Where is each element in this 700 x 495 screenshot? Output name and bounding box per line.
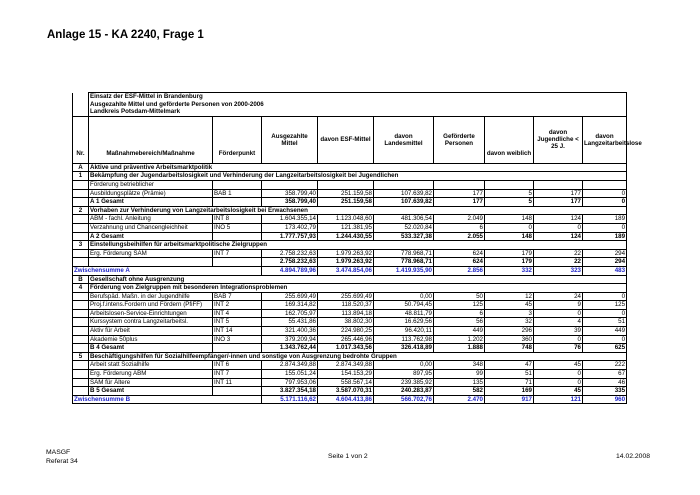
row-label: Zwischensumme B [73, 395, 262, 404]
value-cell: 45 [534, 361, 583, 370]
section-label: Aktive und präventive Arbeitsmarktpolitik [89, 163, 627, 172]
value-cell: 294 [583, 249, 627, 258]
value-cell: 4 [534, 318, 583, 327]
value-cell: 118.520,37 [318, 301, 374, 310]
value-cell: 0 [534, 370, 583, 379]
row-number [73, 198, 89, 207]
row-label: Aktiv für Arbeit [89, 327, 213, 336]
value-cell: 5 [485, 198, 534, 207]
value-cell [262, 180, 318, 189]
value-cell: 76 [534, 344, 583, 353]
total-row [73, 387, 627, 396]
value-cell: 177 [534, 189, 583, 198]
esf-table-container [72, 92, 642, 404]
value-cell: 323 [534, 266, 583, 275]
value-cell: 155.051,24 [262, 370, 318, 379]
row-number [73, 215, 89, 224]
value-cell: 48.811,79 [374, 309, 434, 318]
table-row [73, 318, 627, 327]
value-cell: 240.283,87 [374, 387, 434, 396]
value-cell: 294 [583, 258, 627, 267]
value-cell: 0 [534, 335, 583, 344]
table-row [73, 180, 627, 189]
value-cell: 148 [485, 215, 534, 224]
row-number [73, 189, 89, 198]
row-label: Kurssystem contra Langzeitarbeitsl. [89, 318, 213, 327]
value-cell: 326.418,89 [374, 344, 434, 353]
value-cell: 154.153,29 [318, 370, 374, 379]
value-cell [374, 180, 434, 189]
row-number [73, 249, 89, 258]
value-cell: 360 [485, 335, 534, 344]
value-cell: 2.874.349,88 [262, 361, 318, 370]
section-row [73, 352, 627, 361]
value-cell: 113.894,18 [318, 309, 374, 318]
value-cell: 5 [485, 189, 534, 198]
value-cell: 16.629,56 [374, 318, 434, 327]
value-cell: 179 [485, 258, 534, 267]
value-cell: 0 [583, 335, 627, 344]
value-cell: 1.343.762,44 [262, 344, 318, 353]
foerderpunkt-cell [213, 344, 262, 353]
section-row [73, 172, 627, 181]
value-cell: 1.777.757,93 [262, 232, 318, 241]
col-header-weiblich: davon weiblich [485, 116, 534, 163]
value-cell: 625 [583, 344, 627, 353]
value-cell: 177 [434, 198, 485, 207]
value-cell: 3.587.070,31 [318, 387, 374, 396]
row-number [73, 335, 89, 344]
value-cell: 179 [485, 249, 534, 258]
value-cell: 5.171.116,62 [262, 395, 318, 404]
value-cell: 239.385,92 [374, 378, 434, 387]
row-number [73, 378, 89, 387]
value-cell: 99 [434, 370, 485, 379]
table-row [73, 249, 627, 258]
value-cell: 121.381,95 [318, 223, 374, 232]
value-cell: 1.979.263,92 [318, 249, 374, 258]
value-cell: 96.420,11 [374, 327, 434, 336]
value-cell: 45 [485, 301, 534, 310]
foerderpunkt-cell: INT 11 [213, 378, 262, 387]
value-cell: 46 [583, 378, 627, 387]
row-number [73, 387, 89, 396]
value-cell: 624 [434, 258, 485, 267]
total-row [73, 344, 627, 353]
row-number [73, 309, 89, 318]
value-cell: 22 [534, 249, 583, 258]
value-cell: 251.159,58 [318, 198, 374, 207]
value-cell: 2.856 [434, 266, 485, 275]
value-cell: 1.123.048,60 [318, 215, 374, 224]
row-label: Berufspäd. Maßn. in der Jugendhilfe [89, 292, 213, 301]
section-row [73, 275, 627, 284]
value-cell: 135 [434, 378, 485, 387]
value-cell: 1.017.343,56 [318, 344, 374, 353]
row-number: A [73, 163, 89, 172]
value-cell: 481.306,54 [374, 215, 434, 224]
total-row [73, 232, 627, 241]
value-cell: 358.799,40 [262, 198, 318, 207]
table-row [73, 223, 627, 232]
value-cell: 51 [583, 318, 627, 327]
value-cell: 12 [485, 292, 534, 301]
footer-ministry: MASGF [46, 449, 71, 456]
value-cell: 177 [534, 198, 583, 207]
value-cell: 6 [434, 309, 485, 318]
value-cell: 296 [485, 327, 534, 336]
value-cell: 2.049 [434, 215, 485, 224]
value-cell: 3.827.354,18 [262, 387, 318, 396]
value-cell: 255.699,49 [318, 292, 374, 301]
value-cell: 67 [583, 370, 627, 379]
value-cell: 960 [583, 395, 627, 404]
table-row [73, 327, 627, 336]
row-number [73, 327, 89, 336]
value-cell: 2.055 [434, 232, 485, 241]
value-cell [583, 180, 627, 189]
value-cell: 189 [583, 215, 627, 224]
row-label: Zwischensumme A [73, 266, 262, 275]
footer-date: 14.02.2008 [616, 453, 651, 460]
section-label: Einstellungsbeihilfen für arbeitsmarktpolitische Zielgruppen [89, 241, 627, 250]
total-row [73, 258, 627, 267]
table-row [73, 215, 627, 224]
value-cell: 0 [583, 223, 627, 232]
value-cell: 566.702,76 [374, 395, 434, 404]
esf-funding-table [72, 92, 642, 404]
row-label: A 1 Gesamt [89, 198, 213, 207]
section-row [73, 241, 627, 250]
value-cell [485, 180, 534, 189]
foerderpunkt-cell: INT 6 [213, 361, 262, 370]
col-header-langzeitarbeitslose: davon Langzeitarbeitslose [583, 116, 627, 163]
value-cell: 0 [534, 223, 583, 232]
value-cell: 332 [485, 266, 534, 275]
row-number: 1 [73, 172, 89, 181]
value-cell: 173.402,79 [262, 223, 318, 232]
total-row [73, 198, 627, 207]
row-label: B 5 Gesamt [89, 387, 213, 396]
value-cell: 125 [434, 301, 485, 310]
value-cell: 4.604.413,86 [318, 395, 374, 404]
row-label: A 2 Gesamt [89, 232, 213, 241]
value-cell: 177 [434, 189, 485, 198]
foerderpunkt-cell: INT 8 [213, 215, 262, 224]
value-cell: 251.159,58 [318, 189, 374, 198]
row-number [73, 318, 89, 327]
row-label: B 4 Gesamt [89, 344, 213, 353]
section-label: Beschäftigungshilfen für Sozialhilfeempfänger/-innen und sonstige von Ausgrenzung bedrohte Gruppen [89, 352, 627, 361]
value-cell: 797.953,06 [262, 378, 318, 387]
row-number [73, 258, 89, 267]
value-cell: 255.699,49 [262, 292, 318, 301]
row-label: Arbeitslosen-Service-Einrichtungen [89, 309, 213, 318]
row-label: Proj.f.intens.Fordern und Fördern (PfiFF) [89, 301, 213, 310]
foerderpunkt-cell: INT 4 [213, 309, 262, 318]
table-title-line1: Einsatz der ESF-Mittel in Brandenburg [90, 93, 203, 100]
table-row [73, 309, 627, 318]
table-row [73, 378, 627, 387]
row-label [89, 258, 213, 267]
value-cell: 113.762,98 [374, 335, 434, 344]
value-cell: 917 [485, 395, 534, 404]
section-row [73, 206, 627, 215]
value-cell: 321.400,36 [262, 327, 318, 336]
value-cell: 379.209,94 [262, 335, 318, 344]
value-cell: 189 [583, 232, 627, 241]
value-cell: 22 [534, 258, 583, 267]
row-number: 4 [73, 284, 89, 293]
row-label: ABM - fachl. Anleitung [89, 215, 213, 224]
row-number [73, 292, 89, 301]
value-cell: 1.604.355,14 [262, 215, 318, 224]
foerderpunkt-cell: INT 7 [213, 249, 262, 258]
section-label: Vorhaben zur Verhinderung von Langzeitarbeitslosigkeit bei Erwachsenen [89, 206, 627, 215]
foerderpunkt-cell: INT 14 [213, 327, 262, 336]
foerderpunkt-cell [213, 258, 262, 267]
foerderpunkt-cell: INT 7 [213, 370, 262, 379]
value-cell: 50 [434, 292, 485, 301]
row-label: Erg. Förderung ABM [89, 370, 213, 379]
column-header-row [73, 116, 627, 163]
row-number [73, 232, 89, 241]
value-cell: 624 [434, 249, 485, 258]
col-header-gefoerderte-personen: Geförderte Personen [434, 116, 485, 163]
foerderpunkt-cell: INO 5 [213, 223, 262, 232]
foerderpunkt-cell [213, 180, 262, 189]
value-cell: 39 [534, 327, 583, 336]
foerderpunkt-cell: BAB 7 [213, 292, 262, 301]
table-row [73, 361, 627, 370]
section-row [73, 284, 627, 293]
row-number: 2 [73, 206, 89, 215]
row-number: B [73, 275, 89, 284]
table-row [73, 189, 627, 198]
value-cell: 1.244.430,55 [318, 232, 374, 241]
foerderpunkt-cell: INT 2 [213, 301, 262, 310]
value-cell: 71 [485, 378, 534, 387]
value-cell: 335 [583, 387, 627, 396]
row-number: 3 [73, 241, 89, 250]
col-header-jugendliche: davon Jugendliche < 25 J. [534, 116, 583, 163]
value-cell: 0 [583, 189, 627, 198]
value-cell: 47 [485, 361, 534, 370]
foerderpunkt-cell [213, 387, 262, 396]
value-cell: 32 [485, 318, 534, 327]
value-cell: 1.979.263,92 [318, 258, 374, 267]
value-cell: 0 [583, 198, 627, 207]
row-label: Erg. Förderung SAM [89, 249, 213, 258]
value-cell: 124 [534, 232, 583, 241]
value-cell: 56 [434, 318, 485, 327]
value-cell: 748 [485, 344, 534, 353]
footer-left [46, 449, 78, 466]
value-cell: 0 [534, 309, 583, 318]
value-cell: 24 [534, 292, 583, 301]
value-cell: 533.327,38 [374, 232, 434, 241]
value-cell: 2.470 [434, 395, 485, 404]
value-cell: 55.431,86 [262, 318, 318, 327]
value-cell: 50.794,45 [374, 301, 434, 310]
value-cell: 169.314,82 [262, 301, 318, 310]
row-label: Akademie 50plus [89, 335, 213, 344]
value-cell: 358.799,40 [262, 189, 318, 198]
value-cell: 1.419.935,90 [374, 266, 434, 275]
footer-page-number: Seite 1 von 2 [328, 453, 368, 460]
row-number [73, 344, 89, 353]
foerderpunkt-cell [213, 198, 262, 207]
foerderpunkt-cell: INO 3 [213, 335, 262, 344]
foerderpunkt-cell [213, 232, 262, 241]
value-cell: 52.020,84 [374, 223, 434, 232]
document-title: Anlage 15 - KA 2240, Frage 1 [47, 29, 204, 41]
value-cell: 107.639,82 [374, 198, 434, 207]
value-cell: 897,95 [374, 370, 434, 379]
table-row [73, 370, 627, 379]
value-cell: 1.202 [434, 335, 485, 344]
row-number [73, 301, 89, 310]
value-cell [534, 180, 583, 189]
row-label: Verzahnung und Chancengleichheit [89, 223, 213, 232]
value-cell: 2.758.232,63 [262, 249, 318, 258]
row-label: Ausbildungsplätze (Prämie) [89, 189, 213, 198]
row-label: Förderung betrieblicher [89, 180, 213, 189]
table-row [73, 335, 627, 344]
value-cell: 45 [534, 387, 583, 396]
value-cell: 582 [434, 387, 485, 396]
section-label: Gesellschaft ohne Ausgrenzung [89, 275, 627, 284]
col-header-esf-mittel: davon ESF-Mittel [318, 116, 374, 163]
row-label: Arbeit statt Sozialhilfe [89, 361, 213, 370]
col-header-massnahme: Maßnahmebereich/Maßnahme [89, 116, 213, 163]
row-number: 5 [73, 352, 89, 361]
value-cell: 107.639,82 [374, 189, 434, 198]
value-cell: 449 [434, 327, 485, 336]
value-cell: 2.874.349,88 [318, 361, 374, 370]
col-header-foerderpunkt: Förderpunkt [213, 116, 262, 163]
value-cell: 4.894.789,96 [262, 266, 318, 275]
value-cell: 265.446,96 [318, 335, 374, 344]
subtotal-row [73, 395, 627, 404]
value-cell: 124 [534, 215, 583, 224]
foerderpunkt-cell: INT 5 [213, 318, 262, 327]
value-cell: 51 [485, 370, 534, 379]
value-cell: 3.474.854,06 [318, 266, 374, 275]
value-cell: 1.888 [434, 344, 485, 353]
section-label: Förderung von Zielgruppen mit besonderen Integrationsproblemen [89, 284, 627, 293]
section-label: Bekämpfung der Jugendarbeitslosigkeit und Verhinderung der Langzeitarbeitslosigkeit bei Jugendlichen [89, 172, 627, 181]
row-label: SAM für Ältere [89, 378, 213, 387]
table-title-line2: Ausgezahlte Mittel und geförderte Personen von 2000-2006 [90, 100, 264, 108]
subtotal-row [73, 266, 627, 275]
value-cell: 0 [485, 223, 534, 232]
table-row [73, 292, 627, 301]
value-cell: 0 [534, 378, 583, 387]
value-cell [434, 180, 485, 189]
value-cell: 169 [485, 387, 534, 396]
value-cell: 6 [434, 223, 485, 232]
row-number [73, 180, 89, 189]
value-cell: 162.705,97 [262, 309, 318, 318]
value-cell: 483 [583, 266, 627, 275]
value-cell: 0 [583, 292, 627, 301]
value-cell: 0,00 [374, 292, 434, 301]
col-header-ausgezahlte-mittel: Ausgezahlte Mittel [262, 116, 318, 163]
value-cell: 121 [534, 395, 583, 404]
value-cell: 778.968,71 [374, 249, 434, 258]
value-cell: 148 [485, 232, 534, 241]
value-cell: 125 [583, 301, 627, 310]
value-cell: 449 [583, 327, 627, 336]
col-header-nr: Nr. [73, 116, 89, 163]
table-title-line3: Landkreis Potsdam-Mittelmark [90, 108, 181, 116]
footer-department: Referat 34 [46, 457, 78, 465]
value-cell: 9 [534, 301, 583, 310]
foerderpunkt-cell: BAB 1 [213, 189, 262, 198]
col-header-landesmittel: davon Landesmittel [374, 116, 434, 163]
value-cell: 222 [583, 361, 627, 370]
section-row [73, 163, 627, 172]
value-cell: 778.968,71 [374, 258, 434, 267]
table-row [73, 301, 627, 310]
value-cell: 558.567,14 [318, 378, 374, 387]
value-cell: 3 [485, 309, 534, 318]
row-number [73, 370, 89, 379]
value-cell: 2.758.232,63 [262, 258, 318, 267]
value-cell [318, 180, 374, 189]
row-number [73, 361, 89, 370]
value-cell: 0 [583, 309, 627, 318]
value-cell: 38.802,30 [318, 318, 374, 327]
value-cell: 0,00 [374, 361, 434, 370]
value-cell: 348 [434, 361, 485, 370]
row-number [73, 223, 89, 232]
value-cell: 224.980,25 [318, 327, 374, 336]
